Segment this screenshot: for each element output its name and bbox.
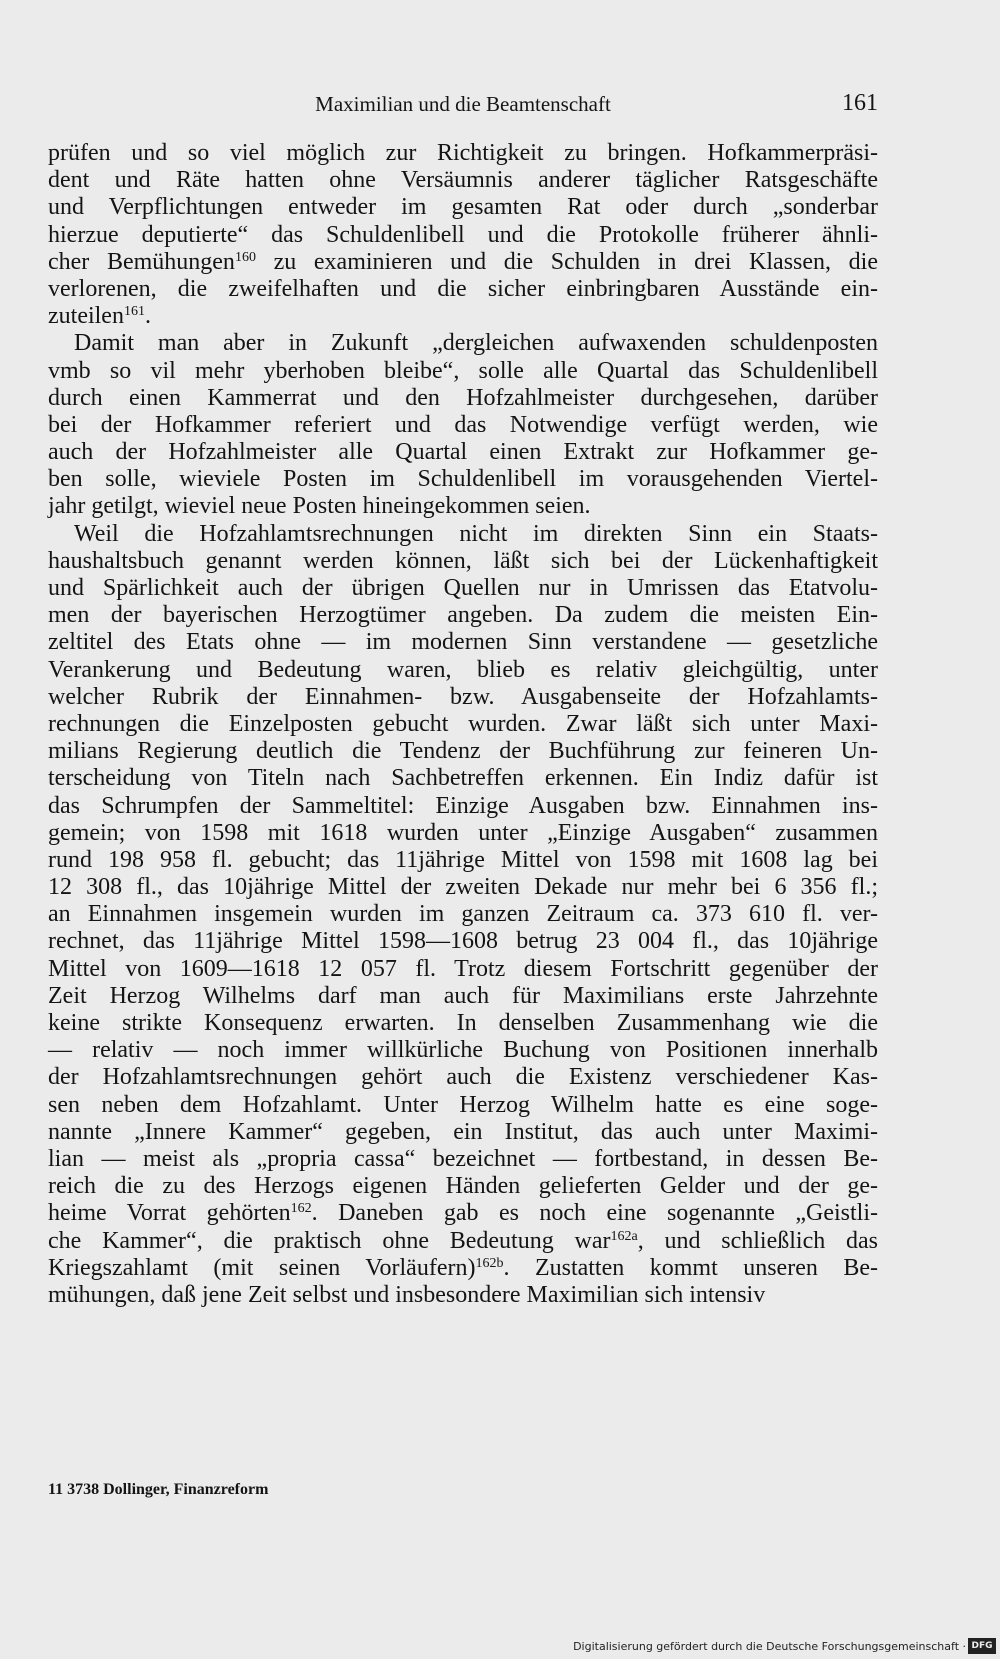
- text-line: terscheidung von Titeln nach Sachbetreffen erkennen. Ein Indiz dafür ist: [48, 765, 878, 792]
- text-line: auch der Hofzahlmeister alle Quartal einen Extrakt zur Hofkammer ge-: [48, 439, 878, 466]
- text-line: mühungen, daß jene Zeit selbst und insbesondere Maximilian sich intensiv: [48, 1281, 766, 1308]
- text-line: welcher Rubrik der Einnahmen- bzw. Ausgabenseite der Hofzahlamts-: [48, 683, 878, 710]
- text-line: reich die zu des Herzogs eigenen Händen gelieferten Gelder und der ge-: [48, 1173, 878, 1200]
- text-line: rechnungen die Einzelposten gebucht wurden. Zwar läßt sich unter Maxi-: [48, 710, 878, 737]
- footnote-ref: 162b: [475, 1255, 504, 1271]
- text-line: cher Bemühungen$^{160}$ zu examinieren und die Schulden in drei Klassen, die: [48, 248, 878, 275]
- text-line: der Hofzahlamtsrechnungen gehört auch die Existenz verschiedener Kas-: [48, 1064, 878, 1091]
- text-line: — relativ — noch immer willkürliche Buchung von Positionen innerhalb: [48, 1037, 878, 1064]
- text-line: und Verpflichtungen entweder im gesamten Rat oder durch „sonderbar: [48, 194, 878, 221]
- footnote-ref: 160: [234, 249, 256, 265]
- text-line: Mittel von 1609—1618 12 057 fl. Trotz diesem Fortschritt gegenüber der: [48, 955, 878, 982]
- text-line: rund 198 958 fl. gebucht; das 11jährige Mittel von 1598 mit 1608 lag bei: [48, 846, 878, 873]
- paragraph: [48, 521, 878, 1309]
- paragraph: [48, 330, 878, 520]
- text-line: durch einen Kammerrat und den Hofzahlmeister durchgesehen, darüber: [48, 384, 878, 411]
- text-line: vmb so vil mehr yberhoben bleibe“, solle alle Quartal das Schuldenlibell: [48, 357, 878, 384]
- text-line: sen neben dem Hofzahlamt. Unter Herzog Wilhelm hatte es eine soge-: [48, 1091, 878, 1118]
- paragraph: [48, 140, 878, 330]
- text-line: Verankerung und Bedeutung waren, blieb es relativ gleichgültig, unter: [48, 656, 878, 683]
- footer-signature: 11 3738 Dollinger, Finanzreform: [48, 1481, 269, 1498]
- text-line: che Kammer“, die praktisch ohne Bedeutung war$^{162a}$, und schließlich das: [48, 1227, 878, 1254]
- text-line: zeltitel des Etats ohne — im modernen Sinn verstandene — gesetzliche: [48, 629, 878, 656]
- text-line: zuteilen$^{161}$.: [48, 303, 151, 330]
- text-line: Damit man aber in Zukunft „dergleichen aufwaxenden schuldenposten: [74, 330, 878, 357]
- text-line: prüfen und so viel möglich zur Richtigkeit zu bringen. Hofkammerpräsi-: [48, 140, 878, 166]
- page-number: 161: [842, 90, 878, 116]
- text-line: Zeit Herzog Wilhelms darf man auch für Maximilians erste Jahrzehnte: [48, 982, 878, 1009]
- text-body: [48, 140, 878, 1309]
- text-line: bei der Hofkammer referiert und das Notwendige verfügt werden, wie: [48, 411, 878, 438]
- text-line: jahr getilgt, wieviel neue Posten hineingekommen seien.: [48, 493, 591, 520]
- text-line: ben solle, wieviele Posten im Schuldenlibell im vorausgehenden Viertel-: [48, 466, 878, 493]
- text-line: und Spärlichkeit auch der übrigen Quellen nur in Umrissen das Etatvolu-: [48, 575, 878, 601]
- text-line: verlorenen, die zweifelhaften und die sicher einbringbaren Ausstände ein-: [48, 275, 878, 302]
- text-line: Weil die Hofzahlamtsrechnungen nicht im direkten Sinn ein Staats-: [74, 520, 878, 547]
- digitization-note: Digitalisierung gefördert durch die Deutsche Forschungsgemeinschaft ·: [573, 1640, 966, 1653]
- text-line: an Einnahmen insgemein wurden im ganzen Zeitraum ca. 373 610 fl. ver-: [48, 901, 878, 928]
- footnote-ref: 161: [123, 304, 145, 320]
- text-line: nannte „Innere Kammer“ gegeben, ein Institut, das auch unter Maximi-: [48, 1118, 878, 1145]
- running-title: Maximilian und die Beamtenschaft: [315, 92, 611, 116]
- text-line: rechnet, das 11jährige Mittel 1598—1608 betrug 23 004 fl., das 10jährige: [48, 928, 878, 955]
- text-line: heime Vorrat gehörten$^{162}$. Daneben gab es noch eine sogenannte „Geistli-: [48, 1200, 879, 1227]
- text-line: men der bayerischen Herzogtümer angeben. Da zudem die meisten Ein-: [48, 602, 878, 629]
- text-line: keine strikte Konsequenz erwarten. In denselben Zusammenhang wie die: [48, 1010, 878, 1036]
- text-line: haushaltsbuch genannt werden können, läßt sich bei der Lückenhaftigkeit: [48, 547, 878, 574]
- footnote-ref: 162: [290, 1201, 312, 1217]
- text-line: dent und Räte hatten ohne Versäumnis anderer täglicher Ratsgeschäfte: [48, 167, 878, 194]
- dfg-logo: DFG: [968, 1638, 996, 1654]
- footnote-ref: 162a: [610, 1228, 638, 1244]
- text-line: das Schrumpfen der Sammeltitel: Einzige Ausgaben bzw. Einnahmen ins-: [48, 792, 878, 819]
- text-line: 12 308 fl., das 10jährige Mittel der zweiten Dekade nur mehr bei 6 356 fl.;: [48, 874, 878, 901]
- text-line: gemein; von 1598 mit 1618 wurden unter „Einzige Ausgaben“ zusammen: [48, 819, 878, 846]
- text-line: milians Regierung deutlich die Tendenz der Buchführung zur feineren Un-: [48, 738, 878, 765]
- text-line: lian — meist als „propria cassa“ bezeichnet — fortbestand, in dessen Be-: [48, 1145, 878, 1172]
- text-line: hierzue deputierte“ das Schuldenlibell und die Protokolle früherer ähnli-: [48, 221, 878, 248]
- text-line: Kriegszahlamt (mit seinen Vorläufern)$^{162b}$. Zustatten kommt unseren Be-: [48, 1254, 878, 1281]
- running-head: [48, 86, 878, 126]
